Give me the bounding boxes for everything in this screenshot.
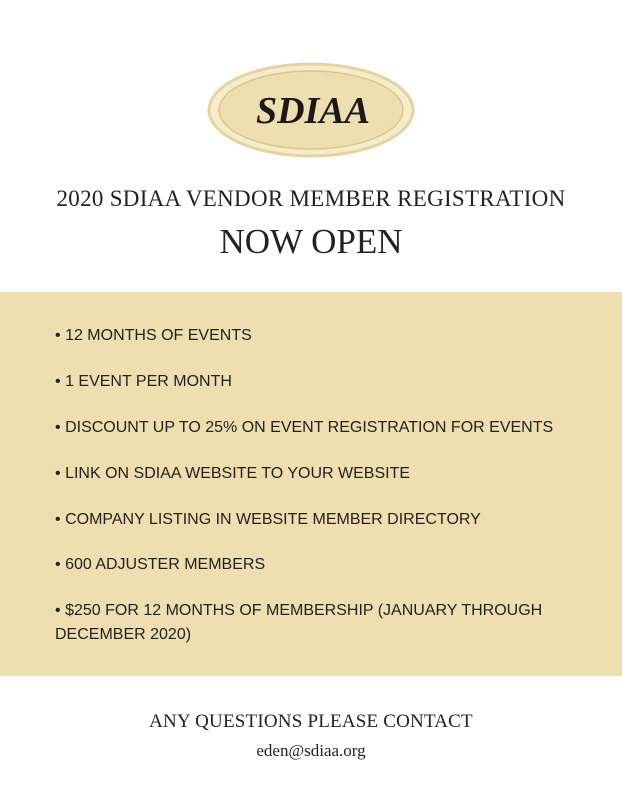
bullet-glyph: • [55, 373, 61, 390]
registration-title: 2020 SDIAA VENDOR MEMBER REGISTRATION [56, 186, 566, 211]
benefit-text: LINK ON SDIAA WEBSITE TO YOUR WEBSITE [65, 465, 411, 482]
benefit-text: 1 EVENT PER MONTH [65, 373, 232, 390]
benefits-panel [0, 292, 622, 676]
benefit-item [55, 599, 575, 647]
benefit-item [55, 324, 575, 348]
bullet-glyph: • [55, 419, 61, 436]
contact-heading: ANY QUESTIONS PLEASE CONTACT [149, 711, 473, 732]
logo [0, 60, 622, 170]
benefit-text: COMPANY LISTING IN WEBSITE MEMBER DIRECTORY [65, 511, 481, 528]
benefit-text: 600 ADJUSTER MEMBERS [65, 556, 266, 573]
benefit-text: $250 FOR 12 MONTHS OF MEMBERSHIP (JANUARY THROUGH DECEMBER 2020) [55, 602, 543, 643]
sdiaa-logo [205, 60, 417, 160]
bullet-glyph: • [55, 556, 61, 573]
bullet-glyph: • [55, 602, 61, 619]
benefit-item [55, 416, 575, 440]
logo-text: SDIAA [255, 90, 371, 132]
benefit-item [55, 508, 575, 532]
now-open-title: NOW OPEN [219, 222, 403, 261]
benefit-item [55, 462, 575, 486]
bullet-glyph: • [55, 327, 61, 344]
benefit-text: 12 MONTHS OF EVENTS [65, 327, 252, 344]
bullet-glyph: • [55, 511, 61, 528]
bullet-glyph: • [55, 465, 61, 482]
benefit-text: DISCOUNT UP TO 25% ON EVENT REGISTRATION FOR EVENTS [65, 419, 554, 436]
benefit-item [55, 370, 575, 394]
contact-email-link[interactable]: eden@sdiaa.org [256, 741, 366, 760]
benefit-item [55, 553, 575, 577]
